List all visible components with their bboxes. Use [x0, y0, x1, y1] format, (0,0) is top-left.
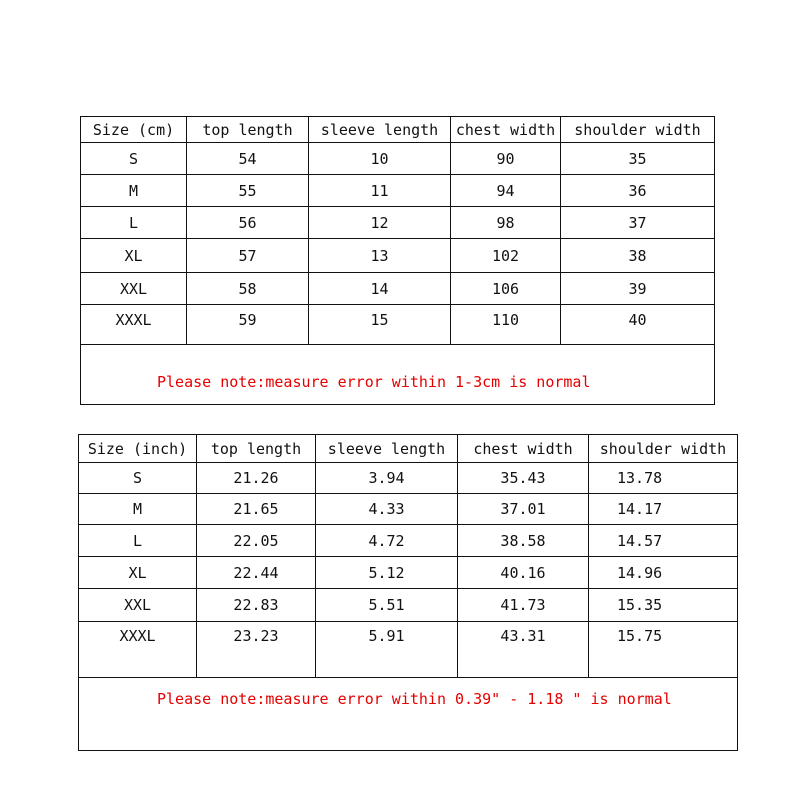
shoulder-width-cell: 37 — [561, 207, 715, 239]
chest-width-cell: 90 — [451, 143, 561, 175]
table-row — [79, 557, 738, 589]
chest-width-cell: 98 — [451, 207, 561, 239]
top-length-cell: 22.83 — [197, 589, 316, 622]
chest-width-cell: 110 — [451, 305, 561, 345]
size-cell: M — [81, 175, 187, 207]
top-length-cell: 21.65 — [197, 494, 316, 525]
header-size: Size (inch) — [79, 435, 197, 463]
size-cell: XXXL — [79, 622, 197, 678]
size-cell: S — [81, 143, 187, 175]
sleeve-length-cell: 15 — [309, 305, 451, 345]
top-length-cell: 55 — [187, 175, 309, 207]
header-top-length: top length — [197, 435, 316, 463]
table-row — [81, 207, 715, 239]
top-length-cell: 57 — [187, 239, 309, 273]
sleeve-length-cell: 10 — [309, 143, 451, 175]
note-row — [81, 345, 715, 405]
table-row — [79, 589, 738, 622]
shoulder-width-cell: 35 — [561, 143, 715, 175]
sleeve-length-cell: 13 — [309, 239, 451, 273]
sleeve-length-cell: 3.94 — [316, 463, 458, 494]
chest-width-cell: 40.16 — [458, 557, 589, 589]
sleeve-length-cell: 5.51 — [316, 589, 458, 622]
header-size: Size (cm) — [81, 117, 187, 143]
top-length-cell: 22.05 — [197, 525, 316, 557]
note-row — [79, 678, 738, 751]
size-chart-cm — [80, 116, 715, 405]
sleeve-length-cell: 5.12 — [316, 557, 458, 589]
top-length-cell: 54 — [187, 143, 309, 175]
measurement-note: Please note:measure error within 0.39" - 1.18 " is normal — [79, 678, 738, 751]
header-sleeve-length: sleeve length — [309, 117, 451, 143]
header-chest-width: chest width — [458, 435, 589, 463]
top-length-cell: 56 — [187, 207, 309, 239]
chest-width-cell: 35.43 — [458, 463, 589, 494]
size-cell: M — [79, 494, 197, 525]
size-cell: XL — [79, 557, 197, 589]
table-row — [79, 622, 738, 678]
top-length-cell: 59 — [187, 305, 309, 345]
top-length-cell: 23.23 — [197, 622, 316, 678]
sleeve-length-cell: 5.91 — [316, 622, 458, 678]
shoulder-width-cell: 13.78 — [589, 463, 738, 494]
chest-width-cell: 94 — [451, 175, 561, 207]
sleeve-length-cell: 11 — [309, 175, 451, 207]
top-length-cell: 58 — [187, 273, 309, 305]
sleeve-length-cell: 12 — [309, 207, 451, 239]
chest-width-cell: 41.73 — [458, 589, 589, 622]
shoulder-width-cell: 14.96 — [589, 557, 738, 589]
shoulder-width-cell: 14.57 — [589, 525, 738, 557]
sleeve-length-cell: 14 — [309, 273, 451, 305]
header-sleeve-length: sleeve length — [316, 435, 458, 463]
sleeve-length-cell: 4.72 — [316, 525, 458, 557]
header-shoulder-width: shoulder width — [561, 117, 715, 143]
size-cell: L — [79, 525, 197, 557]
table-row — [79, 525, 738, 557]
chest-width-cell: 102 — [451, 239, 561, 273]
header-top-length: top length — [187, 117, 309, 143]
table-row — [81, 305, 715, 345]
table-row — [81, 175, 715, 207]
table-row — [79, 494, 738, 525]
shoulder-width-cell: 14.17 — [589, 494, 738, 525]
shoulder-width-cell: 15.35 — [589, 589, 738, 622]
top-length-cell: 21.26 — [197, 463, 316, 494]
size-cell: XL — [81, 239, 187, 273]
measurement-note: Please note:measure error within 1-3cm is normal — [81, 345, 715, 405]
table-row — [81, 273, 715, 305]
size-cell: L — [81, 207, 187, 239]
table-row — [81, 239, 715, 273]
shoulder-width-cell: 40 — [561, 305, 715, 345]
size-cell: XXL — [81, 273, 187, 305]
size-cell: XXL — [79, 589, 197, 622]
chest-width-cell: 37.01 — [458, 494, 589, 525]
size-cell: S — [79, 463, 197, 494]
header-shoulder-width: shoulder width — [589, 435, 738, 463]
table-row — [79, 463, 738, 494]
shoulder-width-cell: 39 — [561, 273, 715, 305]
shoulder-width-cell: 38 — [561, 239, 715, 273]
header-chest-width: chest width — [451, 117, 561, 143]
size-chart-inch — [78, 434, 738, 751]
header-row — [81, 117, 715, 143]
chest-width-cell: 106 — [451, 273, 561, 305]
header-row — [79, 435, 738, 463]
chest-width-cell: 43.31 — [458, 622, 589, 678]
top-length-cell: 22.44 — [197, 557, 316, 589]
chest-width-cell: 38.58 — [458, 525, 589, 557]
shoulder-width-cell: 15.75 — [589, 622, 738, 678]
size-cell: XXXL — [81, 305, 187, 345]
sleeve-length-cell: 4.33 — [316, 494, 458, 525]
shoulder-width-cell: 36 — [561, 175, 715, 207]
table-row — [81, 143, 715, 175]
